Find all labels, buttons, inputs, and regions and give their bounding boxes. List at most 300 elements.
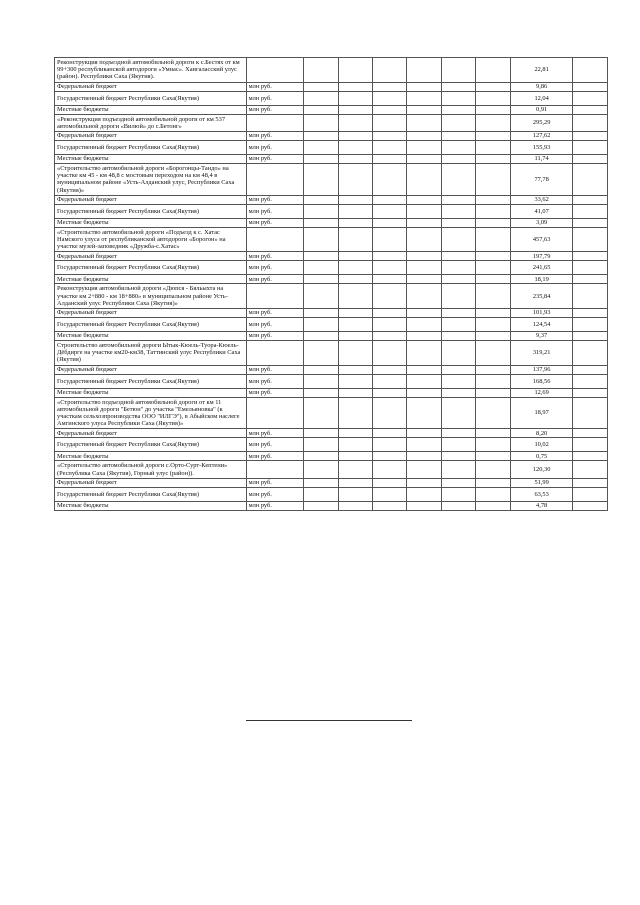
empty-cell: [441, 501, 475, 510]
unit-cell: [246, 284, 303, 309]
empty-cell: [407, 261, 441, 275]
empty-cell: [441, 309, 475, 318]
empty-cell: [476, 105, 510, 114]
empty-cell: [573, 397, 608, 429]
empty-cell: [441, 478, 475, 487]
empty-cell: [338, 452, 372, 461]
empty-cell: [338, 91, 372, 105]
budget-source-row: [55, 365, 608, 374]
empty-cell: [372, 275, 406, 284]
empty-cell: [338, 204, 372, 218]
empty-cell: [476, 397, 510, 429]
project-row: [55, 461, 608, 478]
budget-value: 137,96: [510, 365, 573, 374]
empty-cell: [407, 388, 441, 397]
empty-cell: [441, 374, 475, 388]
project-name: «Строительство подъездной автомобильной дороги от км 11 автомобильной дороги "Бетюн" до участка "Емельяновка" (к участкам сельхозпроизводства ООО "ИЛГЭ"), в Абыйском наслеге Амгинского улуса Республики Саха (Якутия)»: [55, 397, 247, 429]
budget-source-label: Федеральный бюджет: [55, 429, 247, 438]
empty-cell: [338, 252, 372, 261]
empty-cell: [476, 82, 510, 91]
empty-cell: [441, 91, 475, 105]
unit-cell: млн руб.: [246, 501, 303, 510]
empty-cell: [338, 114, 372, 131]
budget-source-label: Государственный бюджет Республики Саха(Якутия): [55, 141, 247, 155]
budget-value: 0,75: [510, 452, 573, 461]
empty-cell: [476, 58, 510, 83]
empty-cell: [304, 227, 338, 252]
empty-cell: [476, 227, 510, 252]
unit-cell: млн руб.: [246, 155, 303, 164]
project-total: 295,29: [510, 114, 573, 131]
empty-cell: [573, 252, 608, 261]
budget-value: 124,54: [510, 318, 573, 332]
empty-cell: [573, 261, 608, 275]
unit-cell: [246, 58, 303, 83]
empty-cell: [372, 284, 406, 309]
empty-cell: [573, 438, 608, 452]
budget-source-row: [55, 141, 608, 155]
budget-source-label: Федеральный бюджет: [55, 132, 247, 141]
empty-cell: [304, 91, 338, 105]
empty-cell: [372, 365, 406, 374]
unit-cell: млн руб.: [246, 452, 303, 461]
empty-cell: [573, 452, 608, 461]
empty-cell: [573, 155, 608, 164]
empty-cell: [338, 58, 372, 83]
budget-source-label: Государственный бюджет Республики Саха(Якутия): [55, 261, 247, 275]
empty-cell: [407, 487, 441, 501]
empty-cell: [338, 105, 372, 114]
empty-cell: [372, 218, 406, 227]
unit-cell: млн руб.: [246, 309, 303, 318]
empty-cell: [573, 91, 608, 105]
empty-cell: [407, 365, 441, 374]
empty-cell: [372, 341, 406, 366]
empty-cell: [441, 365, 475, 374]
empty-cell: [407, 478, 441, 487]
empty-cell: [304, 82, 338, 91]
budget-value: 0,91: [510, 105, 573, 114]
empty-cell: [407, 341, 441, 366]
empty-cell: [441, 438, 475, 452]
unit-cell: млн руб.: [246, 332, 303, 341]
unit-cell: [246, 227, 303, 252]
unit-cell: млн руб.: [246, 204, 303, 218]
budget-source-label: Государственный бюджет Республики Саха(Якутия): [55, 438, 247, 452]
budget-value: 101,93: [510, 309, 573, 318]
unit-cell: [246, 114, 303, 131]
budget-source-row: [55, 429, 608, 438]
empty-cell: [476, 341, 510, 366]
empty-cell: [407, 429, 441, 438]
budget-source-row: [55, 438, 608, 452]
empty-cell: [441, 461, 475, 478]
budget-source-label: Государственный бюджет Республики Саха(Якутия): [55, 318, 247, 332]
unit-cell: млн руб.: [246, 275, 303, 284]
unit-cell: млн руб.: [246, 91, 303, 105]
empty-cell: [407, 195, 441, 204]
empty-cell: [441, 429, 475, 438]
empty-cell: [372, 374, 406, 388]
empty-cell: [338, 487, 372, 501]
unit-cell: млн руб.: [246, 261, 303, 275]
empty-cell: [573, 58, 608, 83]
empty-cell: [338, 155, 372, 164]
empty-cell: [573, 275, 608, 284]
project-name: «Строительство автомобильной дороги «Подъезд к с. Хатас Намского улуса от республиканской автодороги «Борогон» на участке музей-заповедник «Дружба-с.Хатас»: [55, 227, 247, 252]
unit-cell: [246, 461, 303, 478]
empty-cell: [573, 309, 608, 318]
budget-source-row: [55, 105, 608, 114]
empty-cell: [476, 318, 510, 332]
empty-cell: [338, 478, 372, 487]
unit-cell: млн руб.: [246, 195, 303, 204]
empty-cell: [441, 284, 475, 309]
empty-cell: [476, 452, 510, 461]
budget-source-row: [55, 91, 608, 105]
empty-cell: [372, 114, 406, 131]
budget-value: 51,99: [510, 478, 573, 487]
empty-cell: [338, 318, 372, 332]
budget-value: 12,69: [510, 388, 573, 397]
empty-cell: [338, 82, 372, 91]
empty-cell: [338, 501, 372, 510]
budget-source-row: [55, 318, 608, 332]
budget-source-label: Федеральный бюджет: [55, 82, 247, 91]
budget-value: 8,20: [510, 429, 573, 438]
empty-cell: [573, 332, 608, 341]
unit-cell: млн руб.: [246, 487, 303, 501]
budget-value: 197,79: [510, 252, 573, 261]
empty-cell: [372, 438, 406, 452]
empty-cell: [304, 452, 338, 461]
empty-cell: [372, 132, 406, 141]
empty-cell: [407, 218, 441, 227]
project-name: «Строительство автомобильной дороги с.Орто-Сурт-Кептени» (Республика Саха (Якутия), Горный улус (район)).: [55, 461, 247, 478]
separator-line: [246, 720, 412, 721]
empty-cell: [338, 275, 372, 284]
empty-cell: [304, 58, 338, 83]
empty-cell: [372, 141, 406, 155]
empty-cell: [573, 164, 608, 196]
empty-cell: [304, 141, 338, 155]
empty-cell: [407, 105, 441, 114]
empty-cell: [573, 487, 608, 501]
budget-source-row: [55, 275, 608, 284]
empty-cell: [304, 195, 338, 204]
unit-cell: млн руб.: [246, 365, 303, 374]
empty-cell: [441, 218, 475, 227]
empty-cell: [573, 227, 608, 252]
budget-source-row: [55, 204, 608, 218]
budget-value: 18,19: [510, 275, 573, 284]
empty-cell: [573, 105, 608, 114]
empty-cell: [476, 91, 510, 105]
empty-cell: [441, 318, 475, 332]
empty-cell: [304, 204, 338, 218]
empty-cell: [407, 438, 441, 452]
empty-cell: [476, 374, 510, 388]
empty-cell: [476, 461, 510, 478]
unit-cell: млн руб.: [246, 388, 303, 397]
empty-cell: [476, 204, 510, 218]
project-name: Реконструкция подъездной автомобильной дороги к с.Бестях от км 99+300 республиканской автодороги «Умнас». Хангаласский улус (район). Республики Саха (Якутия).: [55, 58, 247, 83]
empty-cell: [304, 164, 338, 196]
unit-cell: млн руб.: [246, 429, 303, 438]
empty-cell: [372, 397, 406, 429]
empty-cell: [476, 114, 510, 131]
unit-cell: [246, 164, 303, 196]
project-row: [55, 114, 608, 131]
budget-value: 11,74: [510, 155, 573, 164]
empty-cell: [407, 374, 441, 388]
budget-source-row: [55, 155, 608, 164]
empty-cell: [476, 155, 510, 164]
budget-value: 33,62: [510, 195, 573, 204]
project-total: 18,97: [510, 397, 573, 429]
empty-cell: [441, 155, 475, 164]
empty-cell: [372, 252, 406, 261]
budget-value: 9,37: [510, 332, 573, 341]
empty-cell: [476, 388, 510, 397]
empty-cell: [304, 252, 338, 261]
empty-cell: [441, 141, 475, 155]
empty-cell: [573, 114, 608, 131]
empty-cell: [441, 487, 475, 501]
unit-cell: млн руб.: [246, 105, 303, 114]
empty-cell: [441, 82, 475, 91]
budget-source-row: [55, 487, 608, 501]
project-total: 457,63: [510, 227, 573, 252]
budget-value: 155,93: [510, 141, 573, 155]
empty-cell: [372, 501, 406, 510]
empty-cell: [338, 429, 372, 438]
budget-source-label: Местные бюджеты: [55, 105, 247, 114]
empty-cell: [407, 164, 441, 196]
budget-source-label: Местные бюджеты: [55, 218, 247, 227]
empty-cell: [304, 284, 338, 309]
project-total: 319,21: [510, 341, 573, 366]
empty-cell: [304, 218, 338, 227]
budget-source-row: [55, 261, 608, 275]
unit-cell: [246, 397, 303, 429]
project-row: [55, 284, 608, 309]
empty-cell: [338, 374, 372, 388]
budget-value: 41,07: [510, 204, 573, 218]
budget-value: 168,56: [510, 374, 573, 388]
empty-cell: [573, 195, 608, 204]
empty-cell: [441, 195, 475, 204]
empty-cell: [407, 318, 441, 332]
empty-cell: [441, 275, 475, 284]
budget-source-label: Местные бюджеты: [55, 275, 247, 284]
empty-cell: [407, 252, 441, 261]
empty-cell: [407, 397, 441, 429]
project-total: 235,84: [510, 284, 573, 309]
unit-cell: млн руб.: [246, 82, 303, 91]
unit-cell: млн руб.: [246, 218, 303, 227]
empty-cell: [338, 284, 372, 309]
budget-source-label: Государственный бюджет Республики Саха(Якутия): [55, 487, 247, 501]
empty-cell: [304, 374, 338, 388]
budget-value: 241,65: [510, 261, 573, 275]
empty-cell: [476, 309, 510, 318]
budget-source-label: Федеральный бюджет: [55, 309, 247, 318]
empty-cell: [372, 155, 406, 164]
budget-source-row: [55, 452, 608, 461]
budget-source-label: Местные бюджеты: [55, 332, 247, 341]
empty-cell: [407, 58, 441, 83]
empty-cell: [573, 461, 608, 478]
budget-value: 12,04: [510, 91, 573, 105]
budget-source-label: Федеральный бюджет: [55, 195, 247, 204]
empty-cell: [338, 218, 372, 227]
empty-cell: [338, 261, 372, 275]
empty-cell: [441, 105, 475, 114]
empty-cell: [372, 318, 406, 332]
project-row: [55, 164, 608, 196]
empty-cell: [476, 487, 510, 501]
empty-cell: [372, 487, 406, 501]
empty-cell: [476, 478, 510, 487]
budget-table-body: [55, 58, 608, 511]
budget-source-row: [55, 501, 608, 510]
budget-source-label: Государственный бюджет Республики Саха(Якутия): [55, 91, 247, 105]
empty-cell: [476, 332, 510, 341]
empty-cell: [407, 91, 441, 105]
budget-source-label: Местные бюджеты: [55, 452, 247, 461]
empty-cell: [441, 58, 475, 83]
empty-cell: [372, 58, 406, 83]
empty-cell: [441, 164, 475, 196]
empty-cell: [476, 261, 510, 275]
empty-cell: [304, 132, 338, 141]
empty-cell: [476, 284, 510, 309]
budget-source-label: Федеральный бюджет: [55, 365, 247, 374]
budget-source-label: Государственный бюджет Республики Саха(Якутия): [55, 374, 247, 388]
empty-cell: [476, 132, 510, 141]
budget-source-row: [55, 388, 608, 397]
empty-cell: [476, 141, 510, 155]
unit-cell: [246, 341, 303, 366]
budget-value: 63,53: [510, 487, 573, 501]
empty-cell: [304, 438, 338, 452]
project-row: [55, 397, 608, 429]
empty-cell: [338, 365, 372, 374]
budget-source-row: [55, 218, 608, 227]
unit-cell: млн руб.: [246, 438, 303, 452]
empty-cell: [441, 388, 475, 397]
unit-cell: млн руб.: [246, 132, 303, 141]
empty-cell: [304, 501, 338, 510]
empty-cell: [573, 429, 608, 438]
empty-cell: [372, 204, 406, 218]
empty-cell: [573, 478, 608, 487]
project-name: «Реконструкция подъездной автомобильной дороги от км 537 автомобильной дороги «Вилюй» до с.Бетонг»: [55, 114, 247, 131]
unit-cell: млн руб.: [246, 252, 303, 261]
empty-cell: [441, 452, 475, 461]
empty-cell: [372, 461, 406, 478]
empty-cell: [573, 82, 608, 91]
empty-cell: [304, 261, 338, 275]
unit-cell: млн руб.: [246, 318, 303, 332]
empty-cell: [573, 284, 608, 309]
empty-cell: [338, 332, 372, 341]
empty-cell: [476, 218, 510, 227]
empty-cell: [441, 341, 475, 366]
empty-cell: [304, 461, 338, 478]
empty-cell: [407, 141, 441, 155]
empty-cell: [573, 341, 608, 366]
empty-cell: [304, 429, 338, 438]
budget-source-row: [55, 82, 608, 91]
budget-source-row: [55, 132, 608, 141]
empty-cell: [304, 332, 338, 341]
empty-cell: [407, 204, 441, 218]
empty-cell: [407, 284, 441, 309]
budget-source-row: [55, 252, 608, 261]
empty-cell: [407, 452, 441, 461]
empty-cell: [573, 374, 608, 388]
budget-value: 9,86: [510, 82, 573, 91]
project-total: 22,81: [510, 58, 573, 83]
empty-cell: [304, 487, 338, 501]
project-row: [55, 227, 608, 252]
empty-cell: [304, 309, 338, 318]
empty-cell: [441, 397, 475, 429]
empty-cell: [372, 164, 406, 196]
empty-cell: [338, 388, 372, 397]
empty-cell: [338, 341, 372, 366]
empty-cell: [441, 114, 475, 131]
empty-cell: [441, 261, 475, 275]
budget-source-row: [55, 332, 608, 341]
empty-cell: [476, 164, 510, 196]
unit-cell: млн руб.: [246, 374, 303, 388]
empty-cell: [304, 155, 338, 164]
empty-cell: [338, 309, 372, 318]
empty-cell: [407, 461, 441, 478]
empty-cell: [407, 132, 441, 141]
empty-cell: [476, 195, 510, 204]
empty-cell: [372, 91, 406, 105]
empty-cell: [407, 114, 441, 131]
empty-cell: [372, 82, 406, 91]
empty-cell: [407, 82, 441, 91]
empty-cell: [372, 195, 406, 204]
empty-cell: [338, 461, 372, 478]
empty-cell: [476, 501, 510, 510]
empty-cell: [372, 261, 406, 275]
empty-cell: [338, 141, 372, 155]
empty-cell: [407, 501, 441, 510]
budget-source-label: Местные бюджеты: [55, 388, 247, 397]
empty-cell: [476, 438, 510, 452]
budget-source-row: [55, 195, 608, 204]
empty-cell: [338, 438, 372, 452]
empty-cell: [304, 318, 338, 332]
empty-cell: [372, 478, 406, 487]
empty-cell: [372, 332, 406, 341]
empty-cell: [573, 318, 608, 332]
empty-cell: [304, 275, 338, 284]
budget-source-label: Федеральный бюджет: [55, 478, 247, 487]
empty-cell: [372, 309, 406, 318]
empty-cell: [441, 332, 475, 341]
budget-source-label: Местные бюджеты: [55, 155, 247, 164]
empty-cell: [372, 227, 406, 252]
empty-cell: [304, 105, 338, 114]
